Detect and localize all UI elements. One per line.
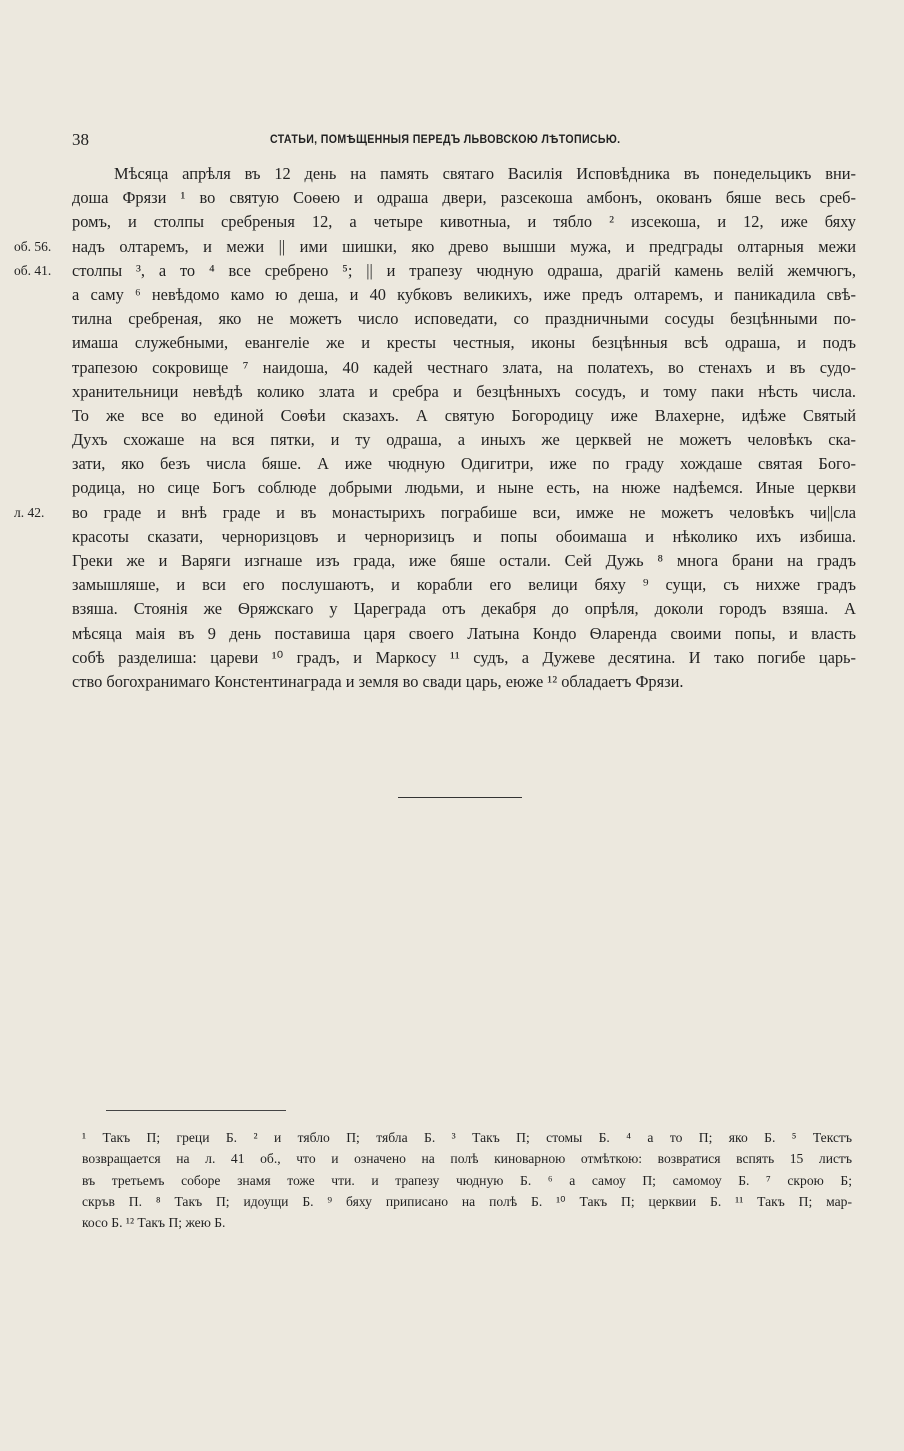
footnote-line: косо Б. ¹² Такъ П; жею Б.: [82, 1215, 226, 1231]
text-line: а саму ⁶ невѣдомо камо ю деша, и 40 кубковъ великихъ, иже предъ олтаремъ, и паникадила свѣ-: [72, 284, 856, 304]
text-line: Мѣсяца апрѣля въ 12 день на память святаго Василія Исповѣдника въ понедельцикъ вни-: [114, 164, 856, 183]
footnote-line: въ третьемъ соборе знамя тоже чти. и трапезу чюдную Б. ⁶ а самоу П; самомоу Б. ⁷ скрою Б;: [82, 1172, 852, 1188]
text-line: трапезою сокровище ⁷ наидоша, 40 кадей честнаго злата, на полатехъ, во стенахъ и въ судо-: [72, 357, 856, 377]
footnote-line: возвращается на л. 41 об., что и означено на полѣ киноварною отмѣткою: возвратися вспять 15 листъ: [82, 1151, 852, 1167]
text-line: Греки же и Варяги изгнаше изъ града, иже бяше остали. Сей Дужь ⁸ многа брани на градъ: [72, 551, 856, 570]
text-line: То же все во единой Соѳѣи сказахъ. А святую Богородицу иже Влахерне, идѣже Святый: [72, 405, 856, 425]
text-line: зати, яко безъ числа бяше. А иже чюдную Одигитри, иже по граду хождаше святая Бого-: [72, 454, 856, 474]
text-line: хранительници невѣдѣ колико злата и сребра и безцѣнныхъ сосудъ, и тому паки нѣсть числа.: [72, 381, 856, 401]
page-number: 38: [72, 130, 89, 149]
text-line: ромъ, и столпы сребреныя 12, а четыре кивотныа, и тябло ² изсекоша, и 12, иже бяху: [72, 212, 856, 232]
footnote-rule: [106, 1110, 286, 1111]
text-line: взяша. Стоянія же Ѳряжскаго у Цареграда отъ декабря до опрѣля, доколи городъ взяша. А: [72, 599, 856, 619]
text-line: об. 41. столпы ³, а то ⁴ все сребрено ⁵; || и трапезу чюдную одраша, драгій камень велій жемчюгъ,: [72, 259, 856, 283]
footnote-line: ¹ Такъ П; греци Б. ² и тябло П; тябла Б. ³ Такъ П; стомы Б. ⁴ а то П; яко Б. ⁵ Текстъ: [82, 1130, 852, 1145]
main-text: [14, 162, 856, 694]
text-line: замышляше, и вси его послушаютъ, и корабли его велици бяху ⁹ сущи, съ нихже градъ: [72, 575, 856, 595]
text-line: доша Фрязи ¹ во святую Соѳею и одраша двери, разсекоша амбонъ, окованъ бяше весь среб-: [72, 188, 856, 208]
footnotes: [82, 1127, 852, 1233]
text-line: тилна сребреная, яко не можетъ число исповедати, со праздничными сосуды безцѣнными по-: [72, 309, 856, 329]
text-line: л. 42. во граде и внѣ граде и въ монастырихъ пограбише вси, имже не можетъ человѣкъ чи||сла: [72, 501, 856, 525]
text-line: имаша служебными, евангеліе же и кресты честныя, иконы безцѣнныя всѣ одраша, и подъ: [72, 333, 856, 353]
section-divider: [398, 797, 522, 798]
text-line: об. 56. надъ олтаремъ, и межи || ими шишки, яко древо вышши мужа, и предграды олтарныя межи: [72, 235, 856, 259]
footnote-line: скръв П. ⁸ Такъ П; идоущи Б. ⁹ бяху приписано на полѣ Б. ¹⁰ Такъ П; церквии Б. ¹¹ Такъ П; мар-: [82, 1193, 852, 1209]
margin-note: об. 41.: [14, 262, 52, 278]
text-line: красоты сказати, черноризцовъ и черноризицъ и попы обоимаша и нѣколико ихъ избиша.: [72, 526, 856, 546]
text-line: родица, но сице Богъ соблюде добрыми людьми, и ныне есть, на нюже надѣемся. Иные церкви: [72, 478, 856, 498]
text-line: ство богохранимаго Констентинаграда и земля во свади царь, еюже ¹² обладаетъ Фрязи.: [72, 671, 684, 691]
margin-note: л. 42.: [14, 504, 45, 520]
text-line: собѣ разделиша: цареви ¹⁰ градъ, и Маркосу ¹¹ судъ, а Дужеве десятина. И тако погибе царь-: [72, 647, 856, 667]
page-header: [72, 126, 856, 156]
text-line: Духъ схожаше на вся пятки, и ту одраша, а иныхъ же церквей не можетъ человѣкъ ска-: [72, 430, 856, 450]
margin-note: об. 56.: [14, 238, 52, 254]
running-title: СТАТЬИ, ПОМѢЩЕННЫЯ ПЕРЕДЪ ЛЬВОВСКОЮ ЛѢТОПИСЬЮ.: [270, 134, 621, 146]
text-line: мѣсяца маія въ 9 день поставиша царя своего Латына Кондо Ѳларенда своими попы, и власть: [72, 623, 856, 643]
